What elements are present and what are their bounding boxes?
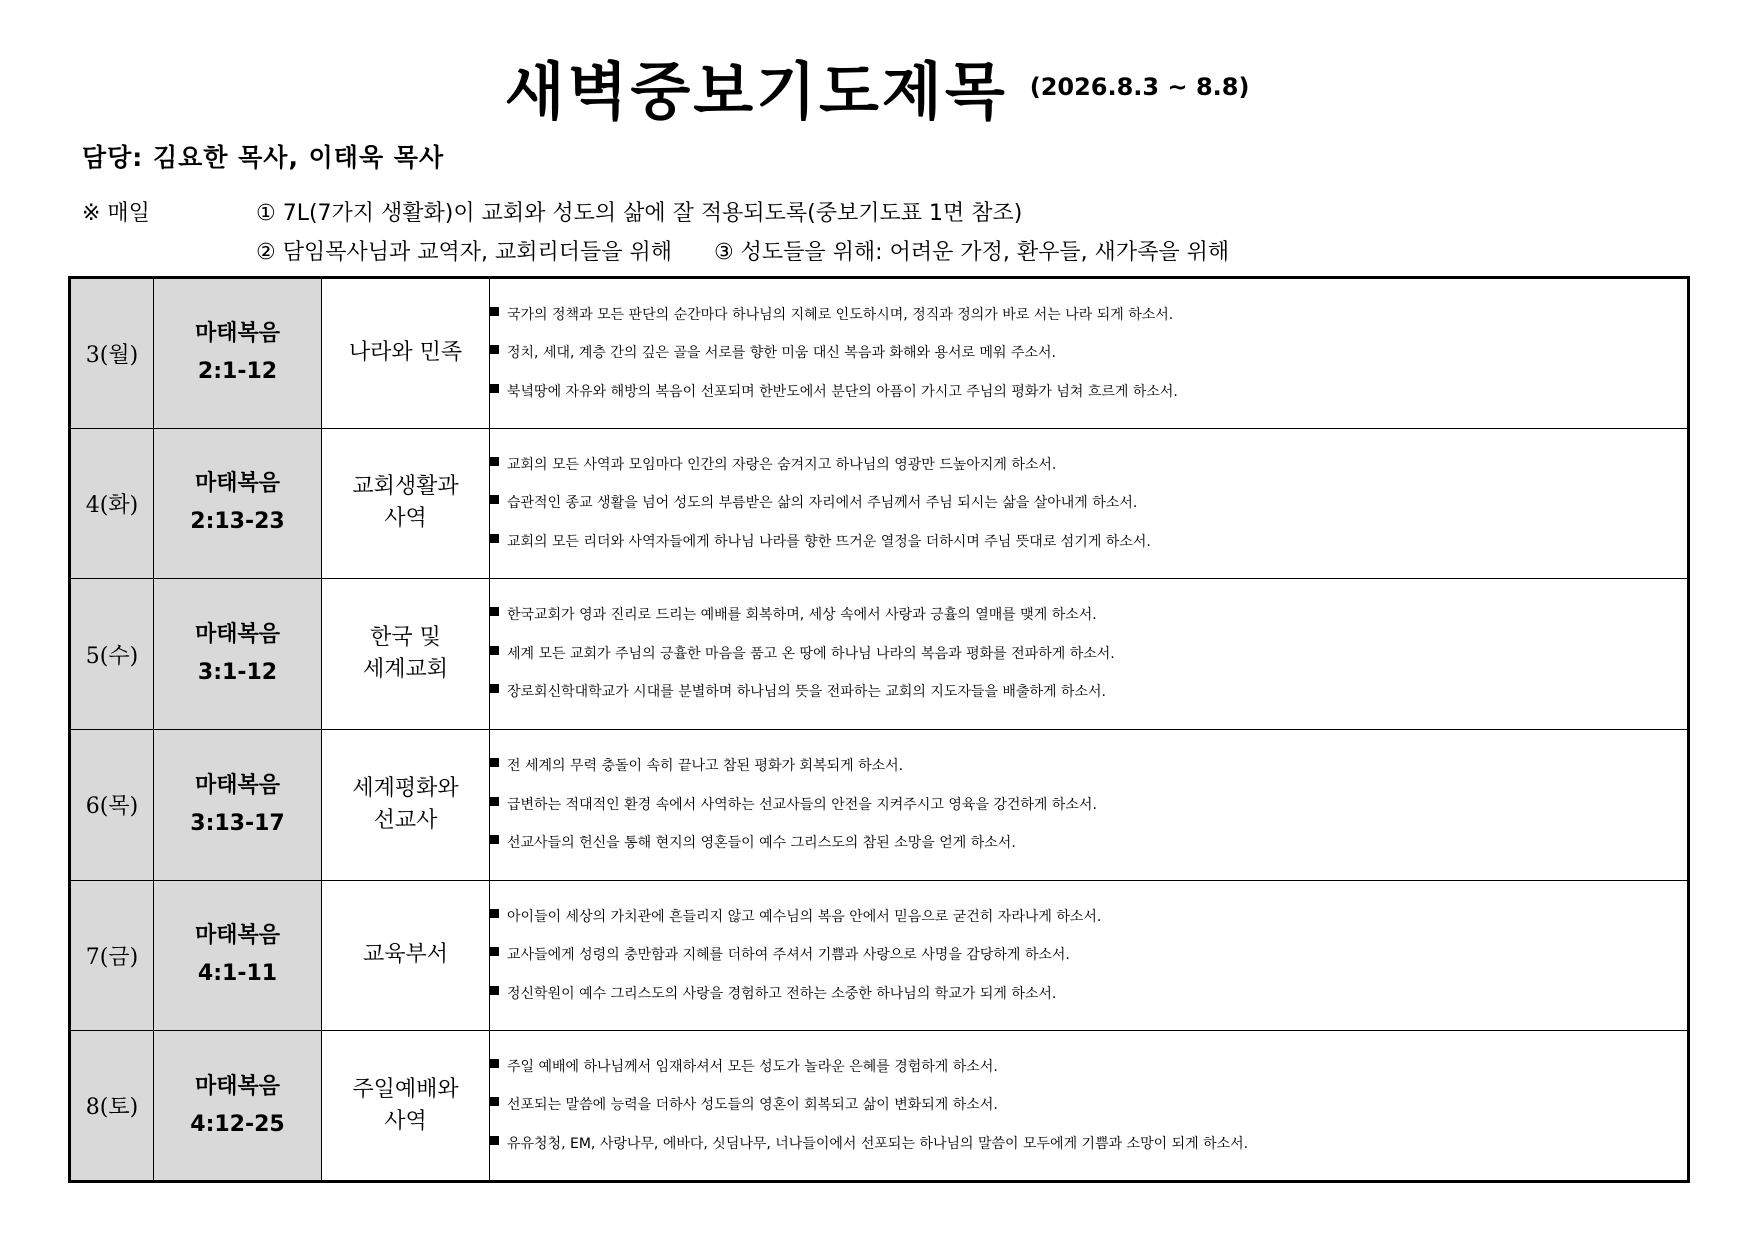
document-title: 새벽중보기도제목 [504,55,1008,128]
daily-prayer-2-3 [256,235,1229,266]
prayer-items-cell [490,729,1689,880]
prayer-item [490,484,1687,523]
topic-line: 교회생활과 [352,474,459,500]
prayer-item [490,596,1687,635]
prayer-item-text: 교사들에게 성령의 충만함과 지혜를 더하여 주셔서 기쁨과 사랑으로 사명을 감당하게 하소서. [507,947,1070,964]
prayer-item-text: 습관적인 종교 생활을 넘어 성도의 부름받은 삶의 자리에서 주님께서 주님 되시는 삶을 살아내게 하소서. [507,495,1138,512]
date-range: (2026.8.3 ~ 8.8) [1029,72,1250,101]
schedule-row [70,880,1689,1031]
day-cell: 5(수) [70,579,154,730]
schedule-row [70,1031,1689,1182]
day-cell: 8(토) [70,1031,154,1182]
prayer-item-text: 세계 모든 교회가 주님의 긍휼한 마음을 품고 온 땅에 하나님 나라의 복음과 평화를 전파하게 하소서. [507,645,1115,662]
day-cell: 7(금) [70,880,154,1031]
daily-prayer-1: ① 7L(7가지 생활화)이 교회와 성도의 삶에 잘 적용되도록(중보기도표 1면 참조) [256,201,1023,226]
prayer-schedule-table [68,276,1690,1183]
prayer-item [490,296,1687,335]
scripture-book: 마태복음 [194,1073,280,1099]
prayer-item-text: 주일 예배에 하나님께서 임재하셔서 모든 성도가 놀라운 은혜를 경험하게 하소서. [507,1058,998,1075]
square-bullet-icon [490,646,499,655]
topic-line: 사역 [384,506,427,532]
square-bullet-icon [490,495,499,504]
prayer-item-text: 아이들이 세상의 가치관에 흔들리지 않고 예수님의 복음 안에서 믿음으로 굳건히 자라나게 하소서. [507,908,1102,925]
prayer-item-text: 전 세계의 무력 충돌이 속히 끝나고 참된 평화가 회복되게 하소서. [507,758,904,775]
prayer-item-text: 정신학원이 예수 그리스도의 사랑을 경험하고 전하는 소중한 하나님의 학교가 되게 하소서. [507,985,1057,1002]
prayer-item-text: 북녘땅에 자유와 해방의 복음이 선포되며 한반도에서 분단의 아픔이 가시고 주님의 평화가 넘쳐 흐르게 하소서. [507,383,1178,400]
topic-line: 선교사 [373,807,438,833]
scripture-passage: 4:12-25 [190,1111,285,1137]
topic-cell [322,880,490,1031]
prayer-item [490,373,1687,412]
daily-prayer-3: ③ 성도들을 위해: 어려운 가정, 환우들, 새가족을 위해 [713,240,1230,265]
prayer-item [490,898,1687,937]
prayer-item [490,635,1687,674]
staff-in-charge: 담당: 김요한 목사, 이태욱 목사 [82,143,445,172]
topic-cell [322,579,490,730]
prayer-items-cell [490,1031,1689,1182]
topic-cell [322,729,490,880]
scripture-book: 마태복음 [194,772,280,798]
prayer-item-text: 급변하는 적대적인 환경 속에서 사역하는 선교사들의 안전을 지켜주시고 영육을 강건하게 하소서. [507,796,1097,813]
schedule-row [70,278,1689,429]
day-cell: 3(월) [70,278,154,429]
square-bullet-icon [490,457,499,466]
prayer-item [490,786,1687,825]
scripture-passage: 2:13-23 [190,509,285,535]
square-bullet-icon [490,835,499,844]
scripture-cell [154,579,322,730]
prayer-item [490,975,1687,1014]
scripture-book: 마태복음 [194,923,280,949]
prayer-items-cell [490,278,1689,429]
day-cell: 4(화) [70,428,154,579]
square-bullet-icon [490,1059,499,1068]
daily-label: ※ 매일 [82,201,150,226]
scripture-book: 마태복음 [194,321,280,347]
square-bullet-icon [490,384,499,393]
prayer-item [490,824,1687,863]
topic-line: 나라와 민족 [348,340,463,366]
prayer-item-text: 선포되는 말씀에 능력을 더하사 성도들의 영혼이 회복되고 삶이 변화되게 하소서. [507,1097,998,1114]
prayer-item [490,1125,1687,1164]
schedule-row [70,428,1689,579]
topic-line: 한국 및 [370,625,441,651]
topic-line: 주일예배와 [352,1076,459,1102]
scripture-book: 마태복음 [194,471,280,497]
scripture-cell [154,428,322,579]
square-bullet-icon [490,534,499,543]
scripture-passage: 2:1-12 [197,359,278,385]
prayer-item-text: 정치, 세대, 계층 간의 깊은 골을 서로를 향한 미움 대신 복음과 화해와 용서로 메워 주소서. [507,345,1056,362]
prayer-item [490,1086,1687,1125]
prayer-item-text: 한국교회가 영과 진리로 드리는 예배를 회복하며, 세상 속에서 사랑과 긍휼의 열매를 맺게 하소서. [507,607,1097,624]
square-bullet-icon [490,1097,499,1106]
prayer-item-text: 교회의 모든 리더와 사역자들에게 하나님 나라를 향한 뜨거운 열정을 더하시며 주님 뜻대로 섬기게 하소서. [507,533,1151,550]
topic-line: 세계교회 [362,657,448,683]
document-header [0,42,1754,131]
scripture-cell [154,1031,322,1182]
prayer-item-text: 국가의 정책과 모든 판단의 순간마다 하나님의 지혜로 인도하시며, 정직과 정의가 바로 서는 나라 되게 하소서. [507,306,1174,323]
square-bullet-icon [490,909,499,918]
prayer-items-cell [490,579,1689,730]
square-bullet-icon [490,607,499,616]
scripture-passage: 3:13-17 [190,810,285,836]
prayer-item-text: 유유청청, EM, 사랑나무, 에바다, 싯딤나무, 너나들이에서 선포되는 하나님의 말씀이 모두에게 기쁨과 소망이 되게 하소서. [507,1135,1249,1152]
prayer-item [490,673,1687,712]
topic-cell [322,1031,490,1182]
scripture-passage: 3:1-12 [197,660,278,686]
square-bullet-icon [490,797,499,806]
square-bullet-icon [490,758,499,767]
scripture-cell [154,729,322,880]
topic-cell [322,278,490,429]
prayer-item [490,334,1687,373]
prayer-item [490,523,1687,562]
prayer-item [490,936,1687,975]
square-bullet-icon [490,1136,499,1145]
scripture-cell [154,278,322,429]
prayer-item [490,446,1687,485]
square-bullet-icon [490,345,499,354]
day-cell: 6(목) [70,729,154,880]
scripture-book: 마태복음 [194,622,280,648]
square-bullet-icon [490,947,499,956]
prayer-item-text: 장로회신학대학교가 시대를 분별하며 하나님의 뜻을 전파하는 교회의 지도자들을 배출하게 하소서. [507,684,1106,701]
square-bullet-icon [490,986,499,995]
prayer-item [490,747,1687,786]
prayer-item-text: 선교사들의 헌신을 통해 현지의 영혼들이 예수 그리스도의 참된 소망을 얻게 하소서. [507,835,1016,852]
prayer-item-text: 교회의 모든 사역과 모임마다 인간의 자랑은 숨겨지고 하나님의 영광만 드높아지게 하소서. [507,456,1057,473]
square-bullet-icon [490,307,499,316]
daily-prayer-2: ② 담임목사님과 교역자, 교회리더들을 위해 [256,240,672,265]
scripture-cell [154,880,322,1031]
schedule-row [70,729,1689,880]
scripture-passage: 4:1-11 [197,961,278,987]
prayer-items-cell [490,880,1689,1031]
prayer-item [490,1048,1687,1087]
topic-cell [322,428,490,579]
topic-line: 사역 [384,1108,427,1134]
square-bullet-icon [490,684,499,693]
prayer-items-cell [490,428,1689,579]
schedule-row [70,579,1689,730]
topic-line: 세계평화와 [352,775,459,801]
topic-line: 교육부서 [362,942,448,968]
